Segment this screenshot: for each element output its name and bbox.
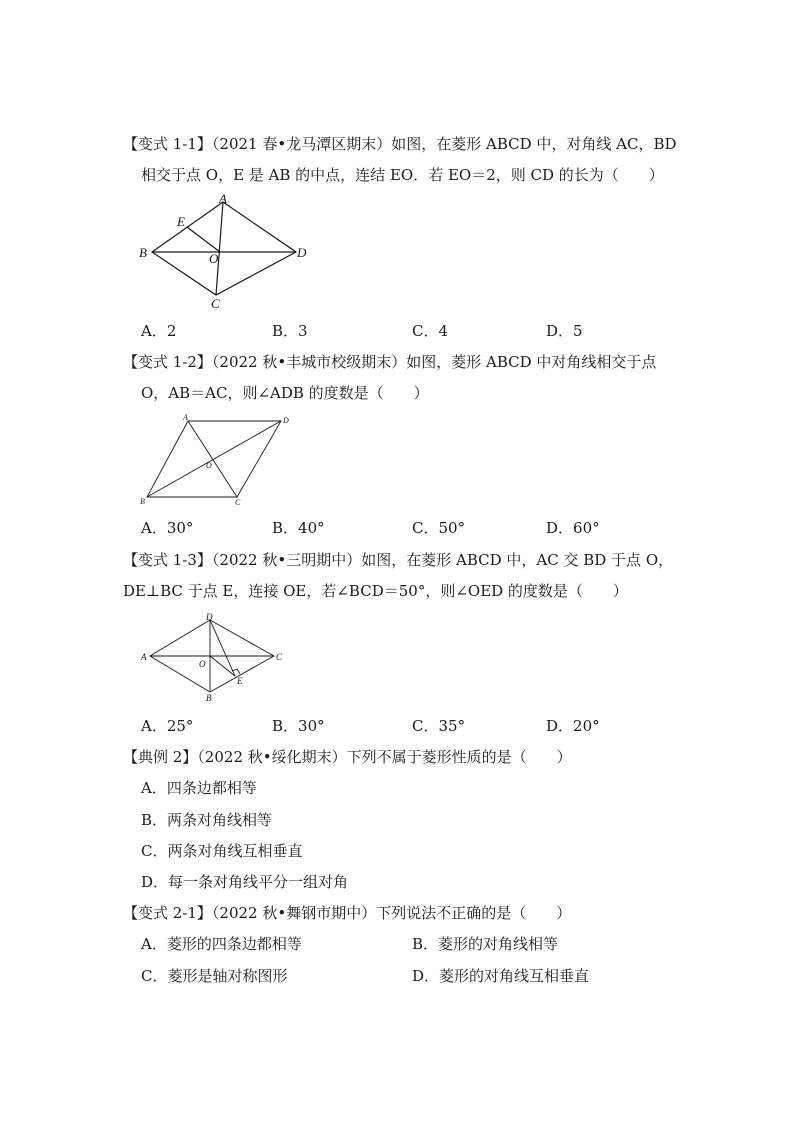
q2-option-d[interactable]: D．60° bbox=[546, 519, 600, 537]
q2-label-a: A bbox=[183, 413, 188, 422]
q3-option-d[interactable]: D．20° bbox=[546, 717, 600, 735]
q3-label-a: A bbox=[141, 652, 147, 662]
q3-label-o: O bbox=[199, 659, 206, 669]
q4-option-b[interactable]: B．两条对角线相等 bbox=[141, 811, 273, 829]
q5-stem: 【变式 2-1】（2022 秋•舞钢市期中）下列说法不正确的是（ ） bbox=[123, 904, 572, 922]
q4-option-c[interactable]: C．两条对角线互相垂直 bbox=[141, 842, 303, 860]
q2-stem-line1: 【变式 1-2】（2022 秋•丰城市校级期末）如图，菱形 ABCD 中对角线相交于点 bbox=[123, 353, 657, 371]
q1-label-d: D bbox=[297, 245, 307, 260]
q4-stem: 【典例 2】（2022 秋•绥化期末）下列不属于菱形性质的是（ ） bbox=[123, 748, 572, 766]
q1-option-a[interactable]: A．2 bbox=[141, 322, 177, 340]
q3-label-e: E bbox=[237, 676, 243, 686]
q1-label-b: B bbox=[139, 245, 147, 260]
q2-option-c[interactable]: C．50° bbox=[412, 519, 466, 537]
q3-option-c[interactable]: C．35° bbox=[412, 717, 466, 735]
q1-option-b[interactable]: B．3 bbox=[272, 322, 308, 340]
q3-label-c: C bbox=[276, 652, 283, 662]
q2-label-b: B bbox=[140, 497, 145, 506]
q3-rhombus-figure bbox=[138, 610, 288, 705]
q5-option-a[interactable]: A．菱形的四条边都相等 bbox=[141, 935, 302, 953]
q2-label-c: C bbox=[235, 498, 241, 507]
q5-option-c[interactable]: C．菱形是轴对称图形 bbox=[141, 967, 288, 985]
q3-option-b[interactable]: B．30° bbox=[272, 717, 325, 735]
q3-stem-line1: 【变式 1-3】（2022 秋•三明期中）如图，在菱形 ABCD 中，AC 交 BD 于点 O， bbox=[123, 551, 674, 569]
q2-label-o: O bbox=[206, 461, 212, 470]
q1-option-d[interactable]: D．5 bbox=[546, 322, 583, 340]
q1-rhombus-figure bbox=[130, 190, 320, 315]
q1-label-a: A bbox=[219, 191, 227, 206]
q5-option-b[interactable]: B．菱形的对角线相等 bbox=[412, 935, 559, 953]
q1-label-e: E bbox=[177, 214, 185, 229]
q1-stem-line2: 相交于点 O，E 是 AB 的中点，连结 EO．若 EO＝2，则 CD 的长为（ ） bbox=[141, 166, 664, 184]
q4-option-a[interactable]: A．四条边都相等 bbox=[141, 779, 257, 797]
q2-stem-line2: O，AB＝AC，则∠ADB 的度数是（ ） bbox=[141, 384, 429, 402]
q3-label-b: B bbox=[206, 693, 212, 703]
q5-option-d[interactable]: D．菱形的对角线互相垂直 bbox=[412, 967, 590, 985]
q2-rhombus-figure bbox=[135, 412, 295, 512]
q4-option-d[interactable]: D．每一条对角线平分一组对角 bbox=[141, 873, 349, 891]
q1-option-c[interactable]: C．4 bbox=[412, 322, 449, 340]
q3-label-d: D bbox=[206, 612, 213, 622]
q2-label-d: D bbox=[283, 416, 289, 425]
q1-label-c: C bbox=[211, 296, 220, 311]
q1-stem-line1: 【变式 1-1】（2021 春•龙马潭区期末）如图，在菱形 ABCD 中，对角线 AC，BD bbox=[123, 135, 677, 153]
q2-option-b[interactable]: B．40° bbox=[272, 519, 325, 537]
q3-stem-line2: DE⊥BC 于点 E，连接 OE，若∠BCD＝50°，则∠OED 的度数是（ ） bbox=[123, 582, 628, 600]
q2-option-a[interactable]: A．30° bbox=[141, 519, 194, 537]
q3-option-a[interactable]: A．25° bbox=[141, 717, 194, 735]
q1-label-o: O bbox=[209, 251, 219, 266]
